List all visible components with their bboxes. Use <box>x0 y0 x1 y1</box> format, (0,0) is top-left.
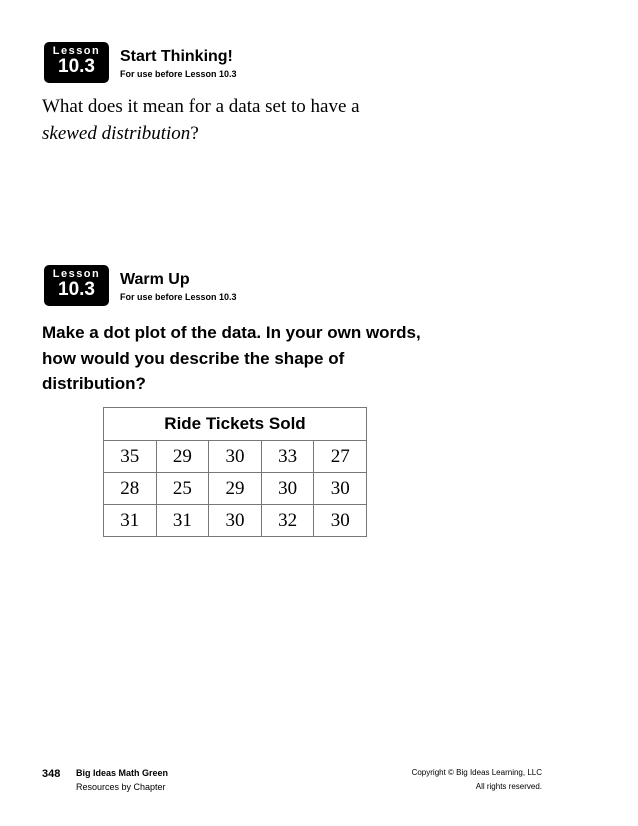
table-cell: 31 <box>156 505 209 537</box>
warm-up-question: Make a dot plot of the data. In your own words, how would you describe the shape of distribution? <box>42 323 421 393</box>
rights-notice: All rights reserved. <box>475 782 542 791</box>
start-thinking-title: Start Thinking! <box>120 48 233 65</box>
table-cell: 31 <box>104 505 157 537</box>
start-thinking-subtitle: For use before Lesson 10.3 <box>120 69 237 79</box>
table-cell: 30 <box>209 441 262 473</box>
ride-tickets-table <box>103 407 367 537</box>
table-cell: 30 <box>314 505 367 537</box>
table-header: Ride Tickets Sold <box>104 408 367 441</box>
warm-up-subtitle: For use before Lesson 10.3 <box>120 292 237 302</box>
table-cell: 32 <box>261 505 314 537</box>
table-cell: 30 <box>314 473 367 505</box>
start-thinking-question <box>42 93 442 147</box>
badge-word: Lesson <box>52 45 101 57</box>
question-line1: What does it mean for a data set to have a <box>42 96 360 117</box>
question-term: skewed distribution <box>42 123 191 144</box>
table-cell: 27 <box>314 441 367 473</box>
table-cell: 25 <box>156 473 209 505</box>
warm-up-title: Warm Up <box>120 271 190 288</box>
table-cell: 29 <box>209 473 262 505</box>
table-cell: 29 <box>156 441 209 473</box>
copyright-notice: Copyright © Big Ideas Learning, LLC <box>411 768 542 777</box>
table-cell: 30 <box>209 505 262 537</box>
badge-word: Lesson <box>52 268 101 280</box>
table-cell: 28 <box>104 473 157 505</box>
book-title: Big Ideas Math Green <box>76 768 169 778</box>
lesson-badge-warm-up <box>44 265 109 306</box>
book-resources: Resources by Chapter <box>76 782 166 792</box>
table-header-row <box>104 408 367 441</box>
table-row <box>104 441 367 473</box>
table-row <box>104 473 367 505</box>
table-cell: 35 <box>104 441 157 473</box>
badge-number: 10.3 <box>58 56 95 77</box>
lesson-badge-start-thinking <box>44 42 109 83</box>
table-cell: 33 <box>261 441 314 473</box>
badge-number: 10.3 <box>58 279 95 300</box>
question-end: ? <box>190 123 199 144</box>
table-row <box>104 505 367 537</box>
page-number: 348 <box>42 768 61 780</box>
table-cell: 30 <box>261 473 314 505</box>
